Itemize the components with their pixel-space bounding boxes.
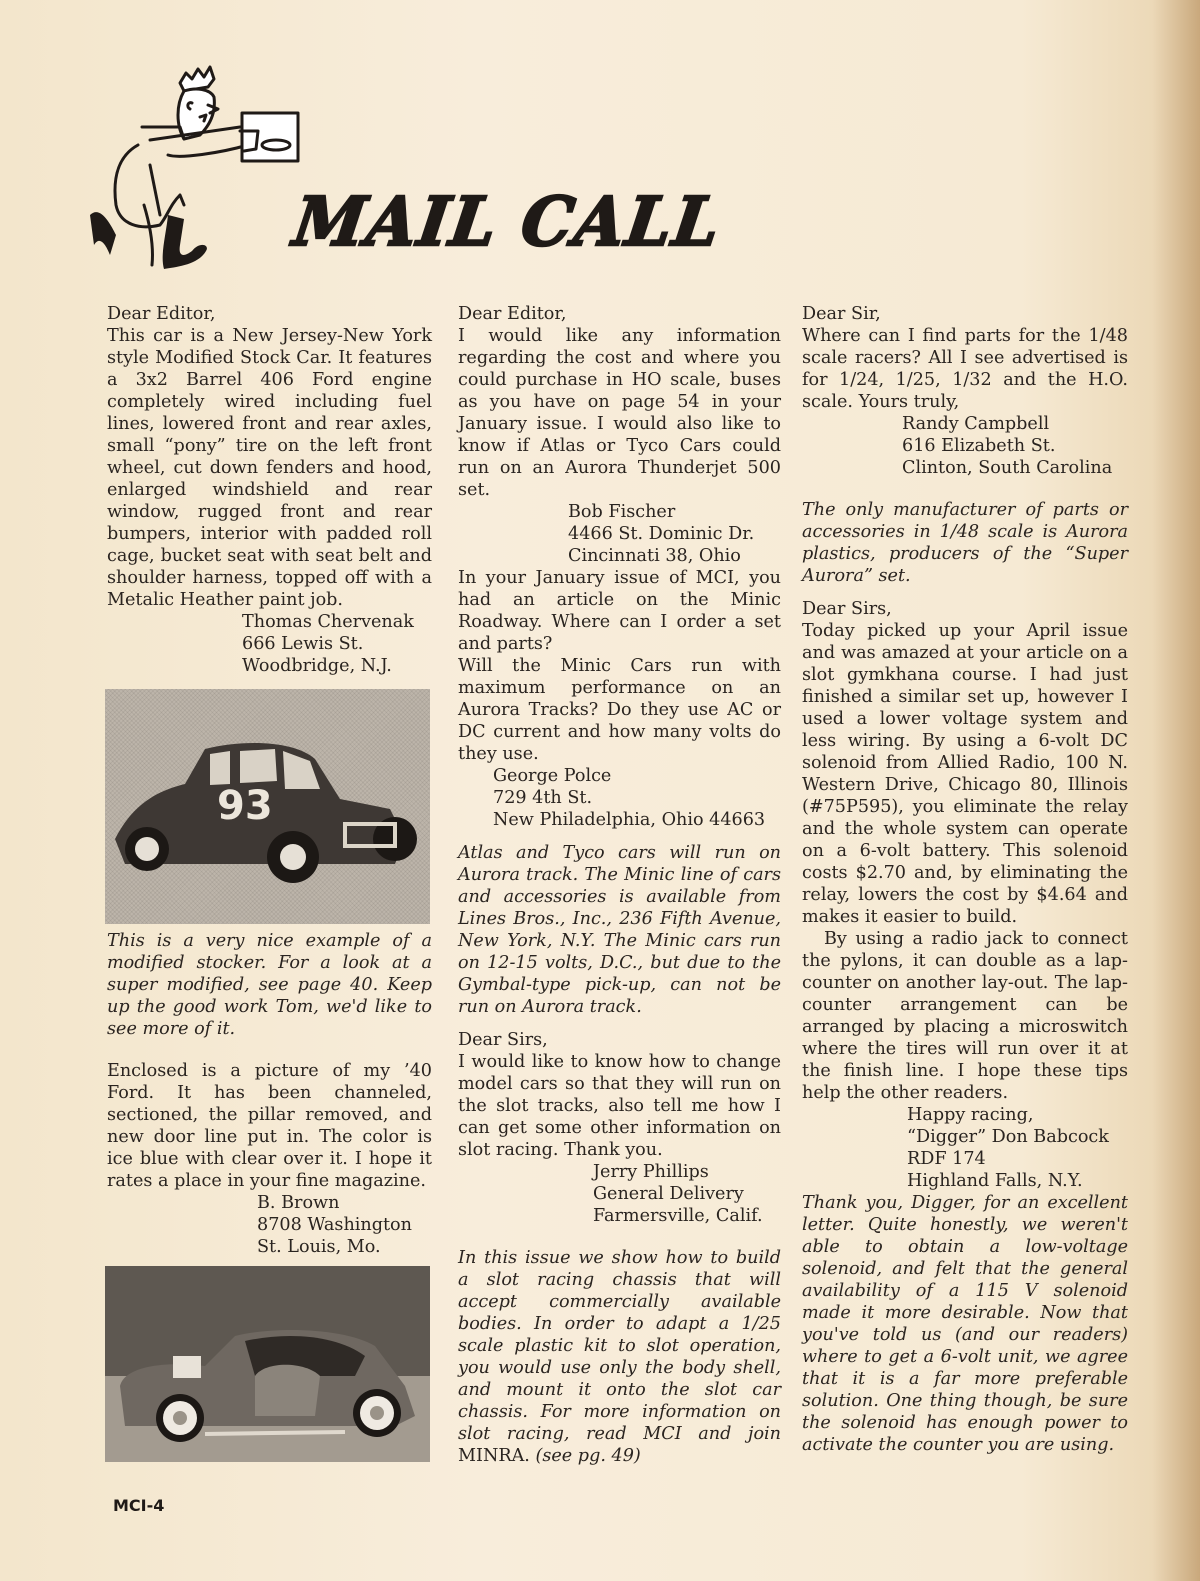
signature-name: Jerry Phillips (593, 1162, 709, 1182)
letter-body: Will the Minic Cars run with maximum performance on an Aurora Tracks? Do they use AC or DC current and how many volts do they use. (458, 656, 781, 764)
letter-body: This car is a New Jersey-New York style Modified Stock Car. It features a 3x2 Barrel 406 Ford engine completely wired including fuel lines, lowered front and rear axles, small “pony” tire on the left front wheel, cut down fenders and hood, enlarged windshield and rear window, rugged front and rear bumpers, interior with padded roll cage, bucket seat with seat belt and shoulder harness, topped off with a Metalic Heather paint job. (107, 326, 432, 610)
page-number: MCI-4 (113, 1496, 165, 1515)
editor-reply: The only manufacturer of parts or accessories in 1/48 scale is Aurora plastics, producers of the “Super Aurora” set. (802, 500, 1128, 586)
signature-street: 729 4th St. (493, 788, 593, 808)
letter-signature (458, 1161, 781, 1227)
signature-city: Woodbridge, N.J. (242, 656, 392, 676)
signature-city: New Philadelphia, Ohio 44663 (493, 810, 766, 830)
letter-signature (107, 611, 432, 677)
letter-body: I would like to know how to change model cars so that they will run on the slot tracks, also tell me how I can get some other information on slot racing. Thank you. (458, 1052, 781, 1160)
signature-city: St. Louis, Mo. (257, 1237, 381, 1257)
custom-ford-illustration (105, 1266, 430, 1462)
editor-reply (458, 1247, 781, 1467)
letter-body: Today picked up your April issue and was amazed at your article on a slot gymkhana course. I had just finished a similar set up, however I used a lower voltage system and less wiring. By using a 6-volt DC solenoid from Allied Radio, 100 N. Western Drive, Chicago 80, Illinois (#75P595), you eliminate the relay and the whole system can operate on a 6-volt battery. This solenoid costs $2.70 and, by eliminating the relay, lowers the cost by $4.64 and makes it easier to build. (802, 621, 1128, 927)
signature-street: RDF 174 (907, 1149, 986, 1169)
minra-text: MINRA. (458, 1446, 530, 1466)
letter-signature (802, 1104, 1128, 1192)
letter-body: By using a radio jack to connect the pylons, it can double as a lap-counter on another lay-out. The lap-counter arrangement can be arranged by placing a microswitch where the tires will run over it at the finish line. I hope these tips help the other readers. (802, 929, 1128, 1103)
signature-city: Farmersville, Calif. (593, 1206, 763, 1226)
editor-reply: This is a very nice example of a modified stocker. For a look at a super modified, see page 40. Keep up the good work Tom, we'd like to see more of it. (107, 931, 432, 1039)
race-car-illustration (105, 689, 430, 924)
editor-reply: Thank you, Digger, for an excellent letter. Quite honestly, we weren't able to obtain a low-voltage solenoid, and felt that the general availability of a 115 V solenoid made it more desirable. Now that you've told us (and our readers) where to get a 6-volt unit, we agree that it is a far more preferable solution. One thing though, be sure the solenoid has enough power to activate the counter you are using. (802, 1193, 1128, 1455)
signature-city: Clinton, South Carolina (902, 458, 1113, 478)
letter-body: Enclosed is a picture of my ’40 Ford. It has been channeled, sectioned, the pillar removed, and new door line put in. The color is ice blue with clear over it. I hope it rates a place in your fine magazine. (107, 1061, 432, 1191)
column-2 (458, 303, 781, 1467)
signature-name: George Polce (493, 766, 612, 786)
column-1 (107, 303, 432, 1462)
editor-reply: Atlas and Tyco cars will run on Aurora track. The Minic line of cars and accessories is available from Lines Bros., Inc., 236 Fifth Avenue, New York, N.Y. The Minic cars run on 12-15 volts, D.C., but due to the Gymbal-type pick-up, can not be run on Aurora track. (458, 843, 781, 1017)
letter-signature (458, 765, 781, 831)
signature-street: 666 Lewis St. (242, 634, 364, 654)
page-title: MAIL CALL (288, 183, 727, 262)
signature-city: Highland Falls, N.Y. (907, 1171, 1083, 1191)
letter-body: I would like any information regarding the cost and where you could purchase in HO scale, buses as you have on page 54 in your January issue. I would also like to know if Atlas or Tyco Cars could run on an Aurora Thunderjet 500 set. (458, 326, 781, 500)
signature-street: General Delivery (593, 1184, 744, 1204)
column-3 (802, 303, 1128, 1456)
letter-signature (802, 413, 1128, 479)
signature-name: “Digger” Don Babcock (907, 1127, 1109, 1147)
custom-ford-photo (105, 1266, 430, 1462)
letter-body: In your January issue of MCI, you had an article on the Minic Roadway. Where can I order a set and parts? (458, 568, 781, 654)
signature-name: Bob Fischer (568, 502, 676, 522)
letter-signature (458, 501, 781, 567)
letter-salutation: Dear Sirs, (458, 1030, 548, 1050)
letter-body: Where can I find parts for the 1/48 scale racers? All I see advertised is for 1/24, 1/25, 1/32 and the H.O. scale. Yours truly, (802, 326, 1128, 412)
signature-closing: Happy racing, (907, 1105, 1034, 1125)
letter-salutation: Dear Editor, (458, 304, 567, 324)
signature-name: Thomas Chervenak (242, 612, 414, 632)
signature-name: Randy Campbell (902, 414, 1050, 434)
page-header (80, 55, 780, 295)
car-number: 93 (217, 783, 273, 829)
signature-name: B. Brown (257, 1193, 340, 1213)
letter-salutation: Dear Editor, (107, 304, 216, 324)
signature-city: Cincinnati 38, Ohio (568, 546, 741, 566)
race-car-photo (105, 689, 430, 924)
letter-salutation: Dear Sir, (802, 304, 881, 324)
signature-street: 8708 Washington (257, 1215, 412, 1235)
letter-salutation: Dear Sirs, (802, 599, 892, 619)
signature-street: 616 Elizabeth St. (902, 436, 1056, 456)
editor-reply-text: In this issue we show how to build a slot racing chassis that will accept commercially available bodies. In order to adapt a 1/25 scale plastic kit to slot operation, you would use only the body shell, and mount it onto the slot car chassis. For more information on slot racing, read MCI and join (458, 1248, 781, 1444)
letter-signature (107, 1192, 432, 1258)
page-reference: (see pg. 49) (535, 1446, 641, 1466)
signature-street: 4466 St. Dominic Dr. (568, 524, 755, 544)
